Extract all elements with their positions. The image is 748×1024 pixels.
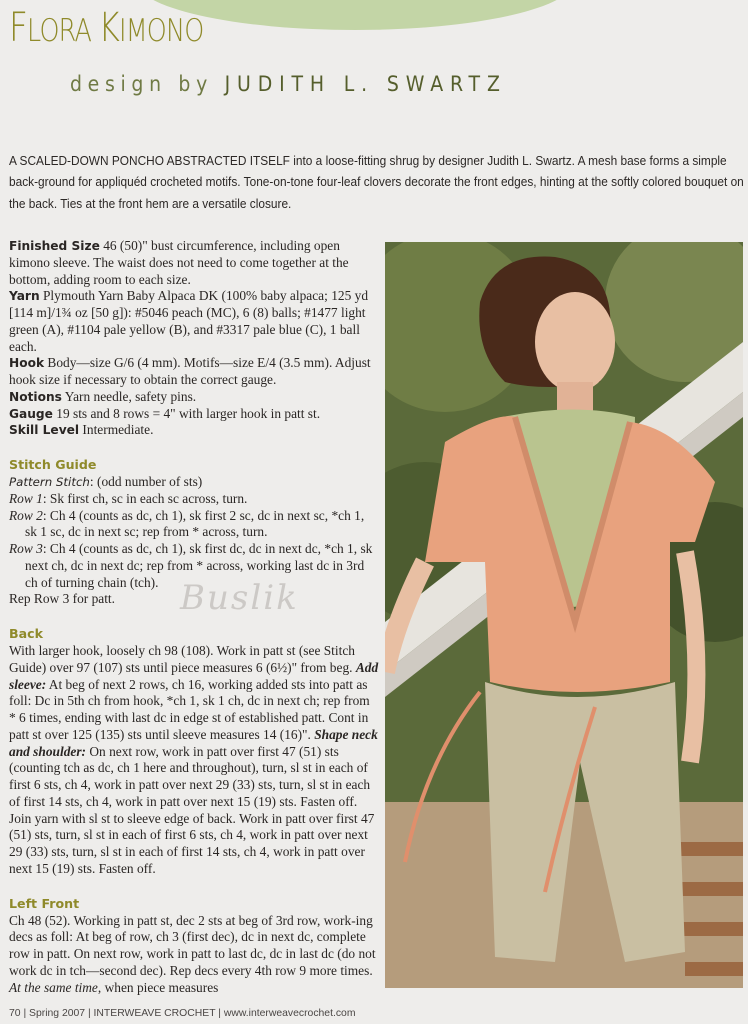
byline-prefix: design by	[70, 72, 213, 96]
pattern-stitch-text: : (odd number of sts)	[89, 474, 203, 489]
row-label: Row 2	[9, 507, 43, 523]
spec-hook	[9, 355, 379, 389]
text: On next row, work in patt over first 47 (51) sts (counting tch as dc, ch 1 here and throughout), turn, sl st in each of first 6 sts, ch 4, work in patt over next 29 (33) sts, turn, sl st in each of first 14 sts, ch 4, work in patt over next 15 (19) sts. Fasten off. Join yarn with sl st to sleeve edge of back. Work in patt over first 47 (51) sts, turn, sl st in each of first 6 sts, ch 4, work in patt over next 29 (33) sts, turn, sl st in each of first 14 sts, ch 4, work in patt over next 15 (19) sts. Fasten off.	[9, 743, 375, 876]
title-word-2: IMONO	[119, 13, 204, 49]
spec-label: Skill Level	[9, 423, 80, 438]
spec-gauge	[9, 406, 379, 423]
spec-label: Hook	[9, 356, 45, 371]
text: , when piece measures	[97, 979, 219, 995]
repeat-note: Rep Row 3 for patt.	[9, 591, 115, 607]
watermark: Buslik	[180, 578, 299, 618]
pattern-stitch-label: Pattern Stitch	[9, 475, 90, 489]
spec-yarn	[9, 288, 379, 355]
spec-text: Yarn needle, safety pins.	[61, 388, 197, 404]
subheading: Add sleeve:	[9, 659, 379, 692]
spec-label: Notions	[9, 389, 62, 404]
section-heading: Back	[9, 626, 43, 641]
page-title	[9, 4, 203, 55]
text: Ch 48 (52). Working in patt st, dec 2 sts at beg of 3rd row, work-ing decs as foll: At beg of row, ch 3 (first dec), dc in next dc, complete row in patt. On next row, work in patt to last dc, dc in last dc (do not work dc in tch—second dec). Rep decs every 4th row 9 more times.	[9, 912, 376, 978]
title-initial: F	[9, 5, 28, 51]
row-text: : Ch 4 (counts as dc, ch 1), sk first dc, dc in next dc, *ch 1, sk next ch, dc in next dc; rep from * across, working last dc in 3rd ch of turning chain (tch).	[25, 541, 373, 590]
spec-text: Intermediate.	[79, 422, 154, 438]
spec-skill-level	[9, 422, 379, 439]
row-label: Row 1	[9, 490, 43, 506]
row-text: : Ch 4 (counts as dc, ch 1), sk first 2 sc, dc in next sc, *ch 1, sk 1 sc, dc in next sc; rep from * across, turn.	[25, 507, 365, 540]
intro-text: into a loose-fitting shrug by designer Judith L. Swartz. A mesh base forms a simple back-ground for appliquéd crocheted motifs. Tone-on-tone four-leaf clovers decorate the front edges, hinting at the softly colored bouquet on the back. Ties at the front hem are a versatile closure.	[9, 153, 744, 211]
spec-label: Yarn	[9, 289, 40, 304]
spec-text: Body—size G/6 (4 mm). Motifs—size E/4 (3.5 mm). Adjust hook size if necessary to obtain the correct gauge.	[9, 355, 371, 387]
pattern-stitch	[9, 474, 379, 491]
stitch-row	[9, 508, 379, 542]
page-footer: 70 | Spring 2007 | INTERWEAVE CROCHET | www.interweavecrochet.com	[9, 1008, 356, 1019]
photo-illustration	[385, 242, 743, 988]
text: With larger hook, loosely ch 98 (108). Work in patt st (see Stitch Guide) over 97 (107) sts until piece measures 6 (6½)" from beg.	[9, 643, 356, 675]
spec-text: 19 sts and 8 rows = 4" with larger hook in patt st.	[52, 405, 321, 421]
intro-lead: A SCALED-DOWN PONCHO ABSTRACTED ITSELF	[9, 153, 290, 168]
subheading: Shape neck and shoulder:	[9, 726, 378, 759]
title-word-1: LORA	[27, 13, 99, 49]
spec-text: 46 (50)" bust circumference, including open kimono sleeve. The waist does not need to come together at the bottom, adding room to each size.	[9, 238, 349, 287]
byline	[70, 72, 507, 96]
spec-notions	[9, 389, 379, 406]
back-instructions	[9, 643, 379, 878]
intro-paragraph	[9, 150, 747, 214]
designer-name: JUDITH L. SWARTZ	[224, 72, 507, 96]
spec-label: Gauge	[9, 406, 53, 421]
section-heading: Stitch Guide	[9, 457, 97, 472]
model-photo	[385, 242, 743, 988]
row-label: Row 3	[9, 541, 43, 556]
text: At beg of next 2 rows, ch 16, working added sts into patt as foll: Dc in 5th ch from hook, *ch 1, sk 1 ch, dc in next ch; rep from * 6 times, ending with last dc in edge st of established patt. Cont in patt st over 125 (135) sts until sleeve measures 14 (16)".	[9, 676, 370, 742]
row-text: : Sk first ch, sc in each sc across, turn.	[42, 490, 248, 506]
emphasis: At the same time	[9, 979, 98, 995]
left-front-instructions	[9, 913, 379, 997]
spec-text: Plymouth Yarn Baby Alpaca DK (100% baby alpaca; 125 yd [114 m]/1¾ oz [50 g]): #5046 peach (MC), 6 (8) balls; #1477 light green (A), #1104 pale yellow (B), and #3317 pale blue (C), 1 ball each.	[9, 288, 369, 354]
title-initial: K	[98, 5, 120, 51]
spec-finished-size	[9, 238, 379, 288]
stitch-row	[9, 491, 379, 508]
spec-label: Finished Size	[9, 239, 100, 253]
section-heading: Left Front	[9, 895, 80, 911]
